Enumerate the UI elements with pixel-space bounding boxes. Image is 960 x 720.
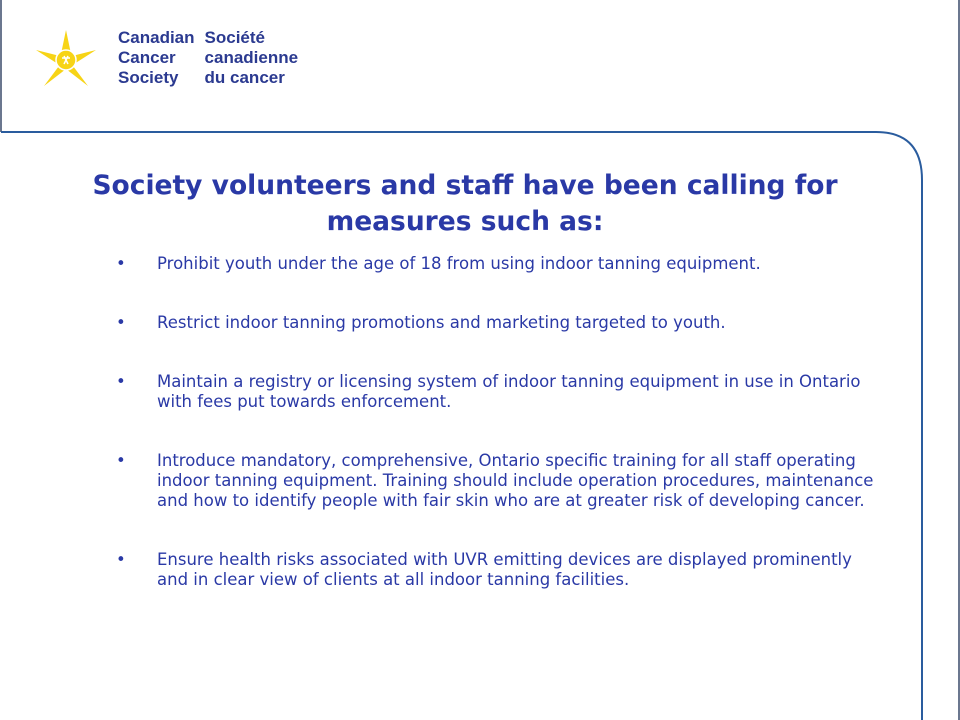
logo-line: Cancer [118, 48, 176, 67]
logo-line: canadienne [204, 48, 299, 67]
list-item: • Ensure health risks associated with UVR emitting devices are displayed prominently and in clear view of clients at all indoor tanning facilities. [112, 550, 874, 590]
canadian-cancer-society-logo [28, 28, 298, 98]
slide-title: Society volunteers and staff have been calling for measures such as: [92, 170, 838, 237]
logo-line: du cancer [204, 68, 285, 87]
logo-french-name [205, 28, 299, 88]
logo-line: Society [118, 68, 179, 87]
logo-line: Société [204, 28, 266, 47]
list-item: • Restrict indoor tanning promotions and marketing targeted to youth. [112, 313, 874, 333]
logo-line: Canadian [118, 28, 195, 47]
list-item: • Maintain a registry or licensing system of indoor tanning equipment in use in Ontario with fees put towards enforcement. [112, 372, 874, 412]
daffodil-icon [28, 28, 104, 92]
logo-english-name [118, 28, 195, 88]
measures-list [112, 254, 874, 629]
list-item: • Prohibit youth under the age of 18 from using indoor tanning equipment. [112, 254, 874, 274]
list-item: • Introduce mandatory, comprehensive, Ontario specific training for all staff operating indoor tanning equipment. Training should include operation procedures, maintenance and how to identify people with fair skin who are at greater risk of developing cancer. [112, 451, 874, 511]
